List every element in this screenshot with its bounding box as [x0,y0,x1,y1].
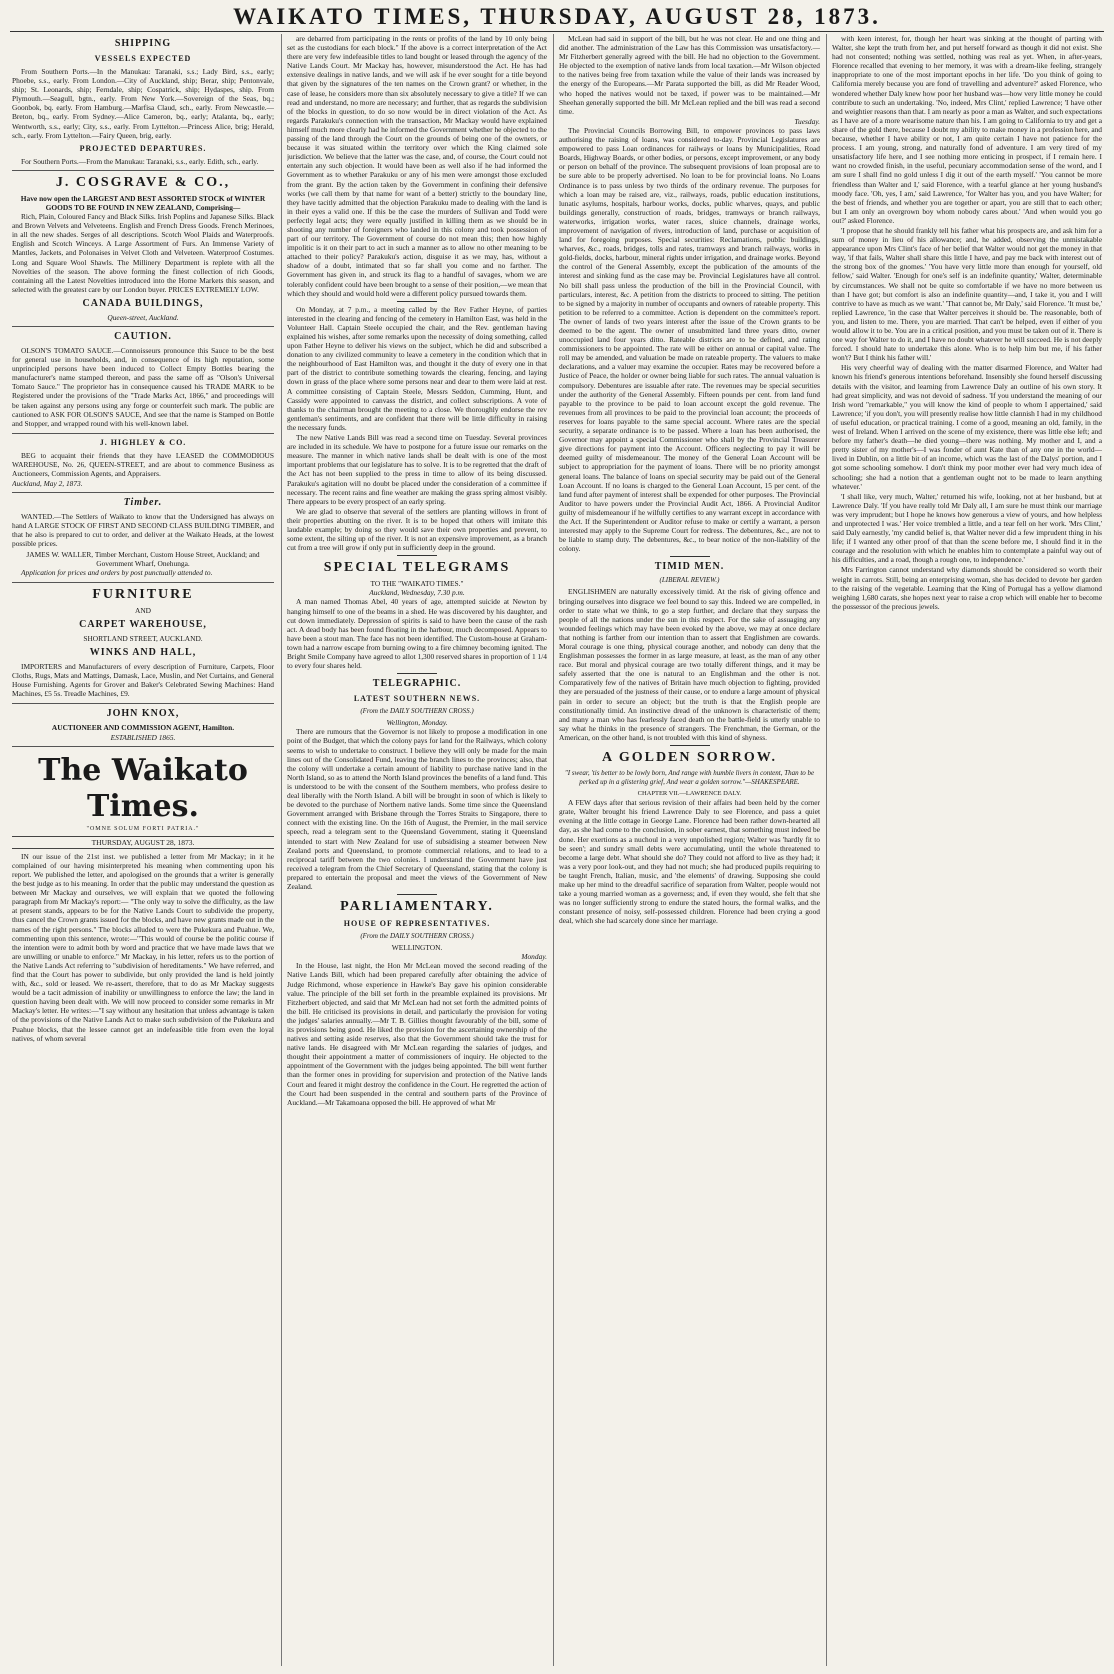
section-rule [397,894,437,895]
timber-heading: Timber. [123,497,163,509]
native-lands-text: The new Native Lands Bill was read a second time on Tuesday. Several provinces are included in its schedule. We have to postpone for a future issue our remarks on the measure. The manner in which native lands shall be dealt with is one of the most important problems that our legislature has to solve. It is to be regretted that the draft of the Act has not been supplied to the press in time to allow of its being discussed. Parakuku's agitation will no doubt be placed under the consideration of a committee if necessary. The recent rains and fine weather are making the grass spring almost visibly. There appears to be every prospect of an early spring. [287,433,547,506]
column-divider [553,34,554,1666]
story-continued: with keen interest, for, though her heart was sinking at the thought of parting with Walter, she kept the truth from her, and put herself forward as though it did not exist. She had not consented; nothing was settled, nothing was real as yet. When, in after-years, Florence recalled that evening to her memory, it was with a dream-like feeling, strangely inappropriate to one of the most important epochs in her life. 'Do you think of going to California merely because you are fond of travelling and adventure?' asked Florence, who wondered whether Daly knew how poor her husband was—how very little money he could contribute to such an undertaking. 'No, indeed, Mrs Clint,' replied Lawrence; 'I have other and weightier reasons than that. I am nearly as poor a man as Walter, and such expectations as I have are of a more wearisome nature than his. I am going to California to try and get a share of the gold there, because I doubt my ability to make money in a profession here, and because, whether I have ability or not, I am quite certain I have not patience for the process. I am young, strong, and naturally fond of adventure. I am very tired of my unsatisfactory life here, and I see nothing more enticing in prospect, if I remain here. I want no crowded finish, in the useful, pecuniary accommodation sense of the word, and I am sure I shall find no gold unless I dig it out of the earth myself.' 'You cannot be more friendless than Walter and I,' said Florence, with a tearful glance at her young husband's moody face. 'Oh, yes, I am,' said Lawrence, 'for Walter has you, and you have Walter; for the best of friends, and whether you are together or apart, you are still that to each other; but I am only an overgrown boy whom nobody cares about.' 'And when would you go out?' asked Florence. [832,34,1102,225]
timid-men-text: ENGLISHMEN are naturally excessively timid. At the risk of giving offence and bringing ourselves into disgrace we feel bound to say this. Indeed we are compelled, in order to state what we think, to go a step further, and declare that they surpass the people of all the nations under the sun in this respect. For the sake of assuaging any wounded feelings which may have been evoked by the above, we may at once declare that nothing is farther from our intention than to assert that Englishmen are cowards. Moral courage is one thing, physical courage another, and nobody can deny that the Englishman possesses the former in as large measure, at least, as the man of any other race. But moral and physical courage are two totally different things, and it may be safely asserted that the one is natural to an Englishman and the other is not. Comparatively few of the natives of Britain have much objection to fighting, provided they are persuaded of the justness of their cause, or to endure a large amount of physical pain in order to secure an object; but the truth is that the English people are constitutionally timid. An instinctive dread of the unknown is characteristic of them; and many a man who has fearlessly faced death on the battle-field is utterly unable to say what he thinks in the presence of strangers. The Frenchman, the German, or the American, on the other hand, is not troubled with this kind of shyness. [559,587,820,742]
masthead-rule [10,31,1104,32]
departures-heading: PROJECTED DEPARTURES. [79,143,207,153]
latest-news-source: (From the DAILY SOUTHERN CROSS.) [360,707,474,716]
knox-subheading: AUCTIONEER AND COMMISSION AGENT, Hamilton. [51,723,235,733]
latest-news-dateline: Wellington, Monday. [386,718,448,728]
vessels-expected-text: From Southern Ports.—In the Manukau: Taranaki, s.s.; Lady Bird, s.s., early; Phoebe, s.s., early. From London.—City of Auckland, ship; Berar, ship; Pentonvale, ship; St. Leonards, ship; Ferndale, ship; Cospatrick, ship; Hydaspes, ship. From Plymouth.—Seagull, bgtn., early. From New York.—Sovereign of the Seas, bq.; Goonbok, bq. early. From Hamburg.—Marfisa Claud, sch., early. From Newcastle.—Breton, bq., early. From Sydney.—Alice Cameron, bq., early; Atalanta, bq., early; Wentworth, s.s., early; City, s.s., early. From Lyttelton.—Princess Alice, brig; Herald, sch., early. From Lyttelton.—Fairy Queen, brig, early. [12,67,274,140]
special-telegrams-heading: SPECIAL TELEGRAMS [323,560,511,576]
winks-heading: WINKS AND HALL, [89,647,197,659]
caution-text: OLSON'S TOMATO SAUCE.—Connoisseurs pronounce this Sauce to be the best for general use in households, and, in consequence of its high reputation, some unprincipled persons have been induced to Collect Empty Bottles bearing the manufacturer's name stamped thereon, and pass the same off as "Olson's Universal Tomato Sauce." The proprietor has in consequence caused his TRADE MARK to be Registered under the provisions of the "Trade Marks Act, 1866," and proceedings will be taken against any persons using any forge or counterfeit such mark. The public are cautioned to ASK FOR OLSON'S SAUCE, And see that the name is Stamped on Bottle and Stopper, and wrapped round with his well-known label. [12,345,274,428]
story-continued-4: 'I shall like, very much, Walter,' returned his wife, looking, not at her husband, but at Lawrence Daly. 'If you have really told Mr Daly all, I am sure he must think our marriage was very imprudent; but I hope he knows how generous a view of yours, and how helpless and unprotected I was.' Her voice trembled a little, and a tear fell on her work. 'Mrs Clint,' said Daly earnestly, 'my candid belief is, that Walter never did a few imprudent thing in his life; if I wanted any other proof of that than the scene before me, I should find it in the courage and the resolution with which he enables him to contemplate a painful way out of his difficulties, and a road, though a rough one, to independence.' [832,491,1102,565]
furniture-advert [12,587,274,705]
section-rule [397,555,437,556]
winks-text: IMPORTERS and Manufacturers of every description of Furniture, Carpets, Floor Cloths, Rugs, Mats and Mattings, Damask, Lace, Muslin, and Net Curtains, and General House Furnishing. Agents for Grover and Baker's Celebrated Sewing Machines: Hand Machines, £5 5s. Treadle Machines, £9. [12,662,274,699]
knox-advert [12,708,274,746]
paper-motto: "OMNE SOLUM FORTI PATRIA." [86,825,200,832]
section-rule [670,556,710,557]
special-telegrams-sub: TO THE "WAIKATO TIMES." [370,579,464,589]
telegraphic-heading: TELEGRAPHIC. [372,678,462,690]
column-divider [826,34,827,1666]
timber-advert [12,497,274,583]
house-heading: HOUSE OF REPRESENTATIVES. [343,919,491,929]
column-3 [559,34,820,1666]
section-rule [397,673,437,674]
furniture-heading: FURNITURE [92,586,194,602]
paper-title: The Waikato Times. [38,752,248,824]
paper-dateline: THURSDAY, AUGUST 28, 1873. [12,836,274,849]
settlers-text: We are glad to observe that several of the settlers are planting willows in front of their properties abutting on the river. It is to be hoped that others will imitate this laudable example; by doing so they would save their own properties and prevent, to some extent, the silting up of the river. It is not an expensive improvement, as a branch cut from a tree will grow if only put in sufficiently deep in the ground. [287,506,547,553]
vessels-expected-heading: VESSELS EXPECTED [94,54,192,63]
canada-buildings-heading: CANADA BUILDINGS, [82,297,204,309]
special-telegrams-text: A man named Thomas Abel, 40 years of age, attempted suicide at Newton by hanging himself to one of the beams in a shed. He was discovered by his daughter, and cut down immediately. Depression of spirits is said to have been the cause of the rash act. A dead body has been found floating in the harbour, much decomposed. Appears to have been a stout man. The face has not been identified. The Custom-house at Graham-town had a narrow escape from burning owing to a fire chimney becoming ignited. The Bright Smile Company have agreed to allot 1,300 reserved shares in proportion of 1 1/4 to every four shares held. [287,597,547,671]
timid-men-heading: TIMID MEN. [654,561,725,573]
knox-heading: JOHN KNOX, [106,708,180,720]
timid-men-source: (LIBERAL REVIEW.) [659,576,720,585]
latest-news-heading: LATEST SOUTHERN NEWS. [353,694,481,704]
masthead-title: WAIKATO TIMES, THURSDAY, AUGUST 28, 1873. [233,4,881,29]
parliamentary-heading: PARLIAMENTARY. [340,899,494,915]
carpet-address: SHORTLAND STREET, AUCKLAND. [83,633,203,643]
highley-date: Auckland, May 2, 1873. [12,479,83,489]
knox-established: ESTABLISHED 1865. [110,732,176,742]
house-continued: McLean had said in support of the bill, but he was not clear. He and one thing and did another. The administration of the Law has this Commission was unsatisfactory.—Mr Fitzherbert generally agreed with the bill. He had no objection to the Government. He objected to the exemption of native lands from local taxation.—Mr Wilson objected to the natives being free from taxation while the value of their lands was increased by the energy of the Europeans.—Mr Parata supported the bill, as did Mr Reader Wood, who hoped the natives would not be taxed, if power was to be maintained.—Mr Sheehan generally supported the bill. Mr McLean replied and the bill was read a second time. [559,34,820,116]
column-divider [281,34,282,1666]
waller-signature: JAMES W. WALLER, Timber Merchant, Custom House Street, Auckland; and Government Wharf, Onehunga. [26,549,260,568]
cosgrave-advert [12,175,274,327]
highley-advert [12,438,274,493]
borrowing-bill-text: The Provincial Councils Borrowing Bill, to empower provinces to pass laws authorising the raising of loans, was considered to-day. Provincial Legislatures are empowered to pass Loan ordinances for railways or loans by Municipalities, Road Boards, Highway Boards, or other bodies, or persons, except improvement, or any body or person on behalf of the province. The subsequent provisions of loan proposal are to be sure able to be properly advertised. No loan to be for provincial loans. No Loans Ordinance is to pass unless by two thirds of the ordinary revenue. The purposes for which a loan may be raised are, viz., railways, roads, public education institutions, lunatic asylums, hospitals, harbour works, docks, public wharves, quays, and public buildings generally, construction of roads, bridges, tramways or branch railways, waterworks, irrigation works, water races, sluice channels, drainage works, improvement of navigation of rivers, introduction of land, purchase or acquisition of land for foregoing purposes. Special securities: Reclamations, public buildings, wharves, &c., roads, bridges, tolls and rates, tramways and branch railways, works in gold-fields, docks, harbour, mineral rights under irrigation, and drainage works. Beyond the control of the General Assembly, except the publication of the amounts of the interest and sinking fund as the case may be. Provincial Legislatures have all control. No bill shall pass unless the production of the bill in the Provincial Council, with particulars, interest, &c. A petition from the districts to proceed to sitting. The petition to be signed by a majority in number of occupants and owners of rateable property. This petition to be referred to a committee. Action is dependent on the committee's report. The owner of lands of two years interest after the issue of the Crown grants to be deemed to be the agent. The owner of unsubmitted land three years ditto, owner unoccupied land four years ditto. Rateable districts are to be defined, and rating commissioners to be appointed. The rate will be either on annual or capital value. The roll may be amended, and valuation be made on rateable property. The valuers to make declarations, and a valuer may examine the occupier. Rates may be recovered before a Justice of Peace, the holder or owner being liable for such rates. The annual valuation is compulsory. Debentures are issuable after rate. The revenues may be special securities under the authority of the General Assembly. Fifteen pounds per cent. from land fund payable to the province to be paid to loan account except the gold revenue. The revenues from all provinces to be paid to the provincial loan account; the proceeds of reserves for loans payable to the same special account. Where rates are the special security, a separate ordinance is to be passed. Where a loan has been authorised, the Governor may appoint a special Commissioner who shall by the Provincial Treasurer give directions for payment into the Account. Officers neglecting to pay it will be deemed guilty of misdemeanour. The money of the General Loan Account will be subject to appropriation for the payment of loans. There will be no priority amongst general loans. The balance of loans on special security may be paid out of the General Loan Account. If no loans is charged to the General Loan Account, 15 per cent. of the land fund after payment of interest shall be expended for other purposes. The Provincial Auditor to have powers under the Provincial Audit Act, 1866. A Provincial Auditor guilty of misdemeanour if he wilfully certifies to any warrant except in accordance with the Act. If the Superintendent or Auditor refuse to make or certify a warrant, a person interested may apply to the Supreme Court for redress. The debentures, &c., are not to be liable to stamp duty. The debentures, &c., to bear notice of the non-liability of the colony. [559,125,820,554]
furniture-and: AND [134,605,151,615]
column-4 [832,34,1102,1666]
cemetery-meeting-text: On Monday, at 7 p.m., a meeting called by the Rev Father Heyne, of parties interested in the clearing and fencing of the cemetery in Hamilton East, was held in the Volunteer Hall. Captain Steele occupied the chair, and the Rev. gentleman having explained his wishes, after some remarks upon the necessity of doing something, called upon Father Heyne to deliver his views on the subject, which he did and subscribed a donation to any civilized community to leave a cemetery in the condition which that in the neighbourhood of East Hamilton was, and thought it the duty of every one in that part of the district to contribute something towards the clearing, fencing, and laying down in grass of the place where some persons near and dear to them were laid at rest. A committee consisting of Captain Steele, Messrs Seddon, Cumming, Hunt, and Cassidy were appointed to canvass the district, and collect subscriptions. A vote of thanks to the chairman brought the meeting to a close. We thoroughly endorse the rev gentleman's sentiments, and are confident that there will be little difficulty in raising the necessary funds. [287,304,547,432]
editorial-text: IN our issue of the 21st inst. we published a letter from Mr Mackay; in it he complained of our having misinterpreted his meaning when commenting upon his report. We published the letter, and apologised on the grounds that a writer is generally the best judge as to his meaning. In order that the public may understand the question as between Mr Mackay and ourselves, we will explain that we quoted the following paragraph from Mr Mackay's report:— "The only way to solve the difficulty, as the law at present stands, appears to be for the Native Lands Court to subdivide the property, thus cancel the Crown grants issued for the blocks, and have new grants made out in the names of the right persons." The blocks alluded to were the Pukekura and Puahue. We, commenting upon this sentence, wrote:—"This would of course be the politic course if the intention were to admit both by word and practice that we have made laws that we are unwilling or unable to enforce." Mr Mackay, in his letter, refers us to the portion of the Native Lands Act referring to "subdivision of hereditaments." We have referred, and find that the Court has power to subdivide, but only provided the land is held jointly with, &c., sold or leased. We re-assert, therefore, that to do as Mr Mackay suggests would be a tacit admission of inability or unwillingness to enforce the law; the land in question having been dealt with. We will now proceed to consider some remarks in Mr Mackay's letter. He writes:—"I say without any hesitation that unless advantage is taken of the provisions of the Native Lands Act to make such subdivision of the Pukekura and Puahue blocks, that the lessee cannot get an indefeasible title from even the loyal natives, of whom several [12,851,274,1043]
latest-news-text: There are rumours that the Governor is not likely to propose a modification in one point of the Budget, that which the colony pays for land for the Railways, which colony seems to wish to undertake to construct. I believe they will only be made for the main lines out of the Consolidated Fund, leaving the branch lines to the provinces; also, that the colony will undertake a certain amount of liability to purchase native land in the North Island, so as to attend the North Island provinces the benefits of a land fund. This is understood to be with the consent of the Southern members, who profess desire to deal liberally with the North Island. A bill will be brought in soon of which is likely to be devoted to the purchase of Northern native lands. Some time since the Queensland Government arranged with Brisbane through the Torres Straits to Singapore, there to connect with the existing line. On the 16th of August, the Premier, in the mail service speech, read a telegram sent to the Queensland Government, stating it Queensland intended to start with New Zealand for use of subsidising a steamer between New Zealand ports and Queensland, to promote commercial relations, and to lead to a reciprocal tariff between the two colonies. I understand the Government have just received a telegram from the Chief Secretary of Queensland, stating that the colony is prepared to entertain the proposal and meet the views of the Government of New Zealand. [287,727,547,891]
story-continued-2: 'I propose that he should frankly tell his father what his prospects are, and ask him for a sum of money in lieu of his allowance; and, he added, observing the unmistakable appearance upon Mrs Clint's face of her belief that Walter would not get the money in that way, 'if that fails, Walter shall share this little I have, and pay me back with interest out of the strong box of the gnomes.' 'You have very little more than enough for yourself, old fellow,' said Walter. 'Enough for one's self is an indefinite quantity,' Walter, determinable by circumstances. We shall not be quite so comfortable if we have no more between us than I have got; but comfort is also an indefinite quantity—and, I take it, you and I will contrive to have as much as we want.' 'That cannot be, Mr Daly,' said Florence. 'It must be,' replied Lawrence, 'in the case that Walter perceives it should be. The reasonable, both of you, and listen to me. There, you are married. That can't be helped, even if either of you would allow it to be. You are in a critical position, and you must be taken out of it. There is one way for Walter to do it, and I have no doubt whatever he will succeed. He is not deeply forced. I should hate to undertake this alone. Who is to help him but me, if his father won't? But I think his father will.' [832,225,1102,363]
golden-sorrow-epigraph: "I swear, 'tis better to be lowly born, And range with humble livers in content, Than to be perked up in a glistering grief, And wear a golden sorrow."—SHAKESPEARE. [564,769,815,787]
shipping-heading: SHIPPING [114,38,172,49]
house-source: (From the DAILY SOUTHERN CROSS.) [360,932,474,941]
carpet-heading: CARPET WAREHOUSE, [79,618,207,630]
column-1 [12,34,274,1666]
canada-buildings-address: Queen-street, Auckland. [107,312,179,322]
caution-heading: CAUTION. [114,330,172,342]
departures-text: For Southern Ports.—From the Manukau: Taranaki, s.s., early. Edith, sch., early. [12,157,274,171]
editorial-continued: are debarred from participating in the rents or profits of the land by 10 only being set as the custodians for each block." If the above is a correct interpretation of the Act there are very few indefeasible titles to land bought or leased through the agency of the Native Lands Court. Mr Mackay has, however, misunderstood the Act. He has had extensive dealings in native lands, and we will ask if he ever sought for a title beyond that given by the signatures of the ten names on the Crown grant? or whether, in the case of lease, he considers more than six absolutely necessary to give a title? If we can read and understand, no more are necessary; and further, that as regards the subdivision of the blocks in question, to do so now would be in direct violation of the Act. As regards Parakuku's connection with the transaction, Mr Mackay would have explained himself much more clearly had he informed the Government whether he objected to the passing of the land through the Court on the grounds of being one of the owners, or because it was situated within the territory over which the King claimed sole jurisdiction. We believe that the latter was the case, and, of course, the Court could not entertain any such objection. It would have been as well also if he had informed the Government as to whether Parakuku or any of his men were amongst those excluded from the grant. By the action taken by the Government in confining their defensive works (we call them by that name for want of a better) strictly to the boundary line, they have tacitly admitted that the objection Parakuku made to dealing with the land is in their eyes a valid one. If this be the case the murders of Sullivan and Todd were perfectly legal acts; they were equally justified in killing them as we should be in shooting any number of foreigners who landed in this colony and took possession of part of our territory. The Government of course do not mean this; then how highly impolitic is it on their part to act in such a manner as to allow no other meaning to be attached to their policy? Parakuku's action, disguise it as we may, has, without a shadow of a doubt, intimated that so far shall you come and no farther. The Government has given in, and struck its flag to a handful of savages, whom we are tolerably confident could have been brought to a sense of their position,—we mean that which they should and would hold were a different policy pursued towards them. [287,34,547,298]
chapter-heading: CHAPTER VII.—LAWRENCE DALY. [637,790,742,798]
cosgrave-subheading: Have now open the LARGEST AND BEST ASSORTED STOCK of WINTER GOODS TO BE FOUND IN NEW ZEALAND, Comprising— [20,193,266,212]
caution-advert [12,331,274,434]
waller-note: Application for prices and orders by post punctually attended to. [21,567,213,577]
story-continued-5: Mrs Farrington cannot understand why diamonds should be considered so worth their weight in carrots. Still, being an enterprising woman, she has decided to devote her garden to the raising of the vegetable. Learning that the King of Portugal has a yellow diamond weighing 1,680 carats, she hopes next year to raise a crop which will enable her to become the possessor of the precious jewels. [832,565,1102,611]
column-2 [287,34,547,1666]
section-rule [670,745,710,746]
cosgrave-heading: J. COSGRAVE & CO., [55,174,231,190]
golden-sorrow-heading: A GOLDEN SORROW. [601,750,777,766]
house-dateline: WELLINGTON. [391,943,443,953]
story-continued-3: His very cheerful way of dealing with the matter disarmed Florence, and Walter had known his friend's generous intentions beforehand. Insensibly she found herself discussing details with the visitor, and learning from Lawrence Daly an outline of his own story. It had great simplicity, and was not devoid of sadness. 'If you understand the meaning of our Irish word "remarkable," you will know the kind of people to whom I appertained,' said Lawrence; 'if you don't, you will presently realise how little clannish I had in my childhood of useful education, or practical training. I come of a good, meaning an old, family, in the west of Ireland. When I arrived on the scene of my existence, there was little else left; and before my father's death—he died young—there was nothing. My mother and I, and a pretty sister of my mother's—I was fonder of aunt Kate than of any one in the world—lived in Dublin, on a little bit of an income, which was the last of the Dalys' portion, and I got some schooling somehow. I don't think my poor mother ever had very much idea of schooling; she had a notion that a gentleman ought not to be made to learn anything whatever.' [832,363,1102,491]
highley-heading: J. HIGHLEY & CO. [99,437,187,447]
cosgrave-text: Rich, Plain, Coloured Fancy and Black Silks. Irish Poplins and Japanese Silks. Black and Brown Velvets and Velveteens. English and French Dress Goods. French Merinoes, in all the new shades. Serges of all descriptions. Scotch Wool Plaids and Waterproofs. English and Scotch Winceys. A Large Assortment of Furs. An Immense Variety of Mantles, Jackets, and Polonaises in Velvet Cloth and Velveteen. Waterproof Costumes. Long and Square Wool Shawls. The Millinery Department is replete with all the Novelties of the season. The above forming the finest collection of rich Goods, containing all the Latest Novelties introduced into the Home Markets this season, and selected with the greatest care by our London buyer. PRICES EXTREMELY LOW. [12,212,274,294]
tuesday-label: Tuesday. [794,116,820,126]
special-telegrams-dateline: Auckland, Wednesday, 7.30 p.m. [369,588,465,598]
story-text: A FEW days after that serious revision of their affairs had been held by the corner grate, Walter brought his friend Lawrence Daly to see Florence, and pass a quiet evening at the little cottage in George Lane. Florence had been rather down-hearted all day, as she had come to the conclusion, in sober earnest, that something must indeed be done. Her exertions as a nuchoul in a very unpolished region; Walter was 'hardly fit to be seen'; and sundry small debts were accumulating, until the whole threatened to become a large debt. What should she do? They could not afford to live as they had; it was a very poor look-out, and they had not much; she had produced pupils requiring to be taught French, Italian, music, and 'the elements' of drawing. Supposing she could make up her mind to the dreadful sacrifice of separation from Walter, people would not take a young married woman as a governess; and, if even they would, she felt that she was no longer sufficiently strong to endure the stated hours, the formal walks, and the constant presence of noisy, self-possessed children. Florence had been crying a good deal, which she had scarcely done since her marriage. [559,798,820,926]
highley-text: BEG to acquaint their friends that they have LEASED the COMMODIOUS WAREHOUSE, No. 26, QUEEN-STREET, and are about to commence Business as Auctioneers, Commission Agents, and Appraisers. [12,450,274,478]
section-rule [397,301,437,302]
house-text: In the House, last night, the Hon Mr McLean moved the second reading of the Native Lands Bill, which had been prepared carefully after obtaining the advice of Judge Richmond, whose experience in Hawke's Bay gave his opinion considerable value. The principle of the bill set forth in the preamble explained its provisions. Mr Fitzherbert objected, and said that Mr McLean had not set forth the admitted points of the bill. He criticised its provisions in detail, and particularly the provision for voting the judges' salaries annually.—Mr T. B. Gillies thought favourably of the bill, some of its provisions being good. He liked the provision for the ascertaining ownership of the natives and setting aside reserves, also that the Government should take the trust for native lands. He disagreed with Mr McLean regarding the salaries of judges, and thought their appointment a matter of commissioners of inquiry. He objected to the appointment of the Government with the judges being appointed. The bill went further than the former ones in providing for supervision and protection of the Native lands Court and feared it might destroy the confidence in the Court. He regretted the action of the Court had been suspended in the central and southern parts of the Province of Auckland.—Mr Takamoana opposed the bill. He approved of what Mr [287,961,547,1107]
timber-text: WANTED.—The Settlers of Waikato to know that the Undersigned has always on hand A LARGE STOCK OF FIRST AND SECOND CLASS BUILDING TIMBER, and that he also is prepared to cut to order, and deliver at the Waikato Heads, at the lowest possible prices. [12,512,274,549]
house-day: Monday. [521,952,547,962]
